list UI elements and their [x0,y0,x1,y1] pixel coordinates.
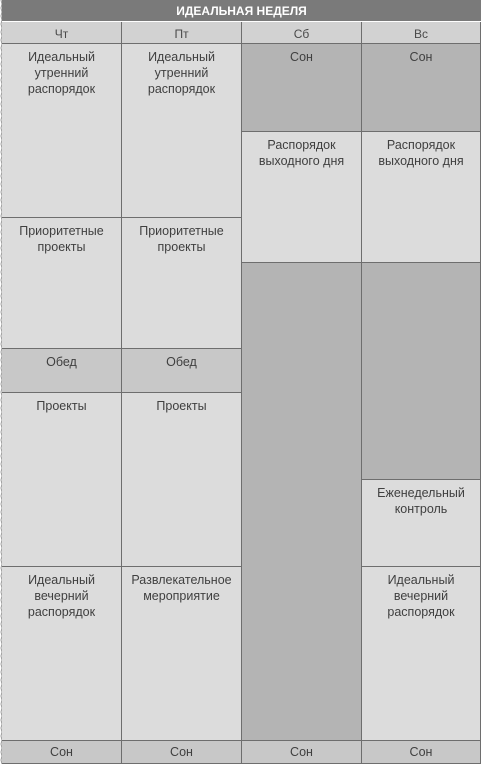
schedule-block: Приоритетные проекты [2,218,122,349]
schedule-block: Сон [362,741,481,764]
schedule-block: Распорядок выходного дня [362,132,481,263]
schedule-block: Сон [362,44,481,132]
schedule-block: Проекты [122,393,242,567]
schedule-block: Сон [122,741,242,764]
day-header-sun: Вс [362,22,481,44]
day-header-thu: Чт [2,22,122,44]
schedule-block: Проекты [2,393,122,567]
schedule-block: Идеальный утренний распорядок [2,44,122,218]
week-grid [2,22,481,764]
schedule-block [242,263,362,741]
schedule-block: Еженедельный контроль [362,480,481,567]
day-column-thu [2,22,122,764]
day-column-fri [122,22,242,764]
schedule-block: Идеальный вечерний распорядок [362,567,481,741]
schedule-block [362,263,481,480]
schedule-block: Сон [242,741,362,764]
schedule-block: Развлекательное мероприятие [122,567,242,741]
schedule-block: Приоритетные проекты [122,218,242,349]
day-header-fri: Пт [122,22,242,44]
schedule-block: Обед [2,349,122,393]
schedule-block: Обед [122,349,242,393]
day-column-sat [242,22,362,764]
schedule-block: Сон [2,741,122,764]
schedule-block: Сон [242,44,362,132]
schedule-block: Распорядок выходного дня [242,132,362,263]
day-column-sun [362,22,481,764]
day-header-sat: Сб [242,22,362,44]
page-title: ИДЕАЛЬНАЯ НЕДЕЛЯ [2,0,481,22]
schedule-block: Идеальный вечерний распорядок [2,567,122,741]
schedule-block: Идеальный утренний распорядок [122,44,242,218]
